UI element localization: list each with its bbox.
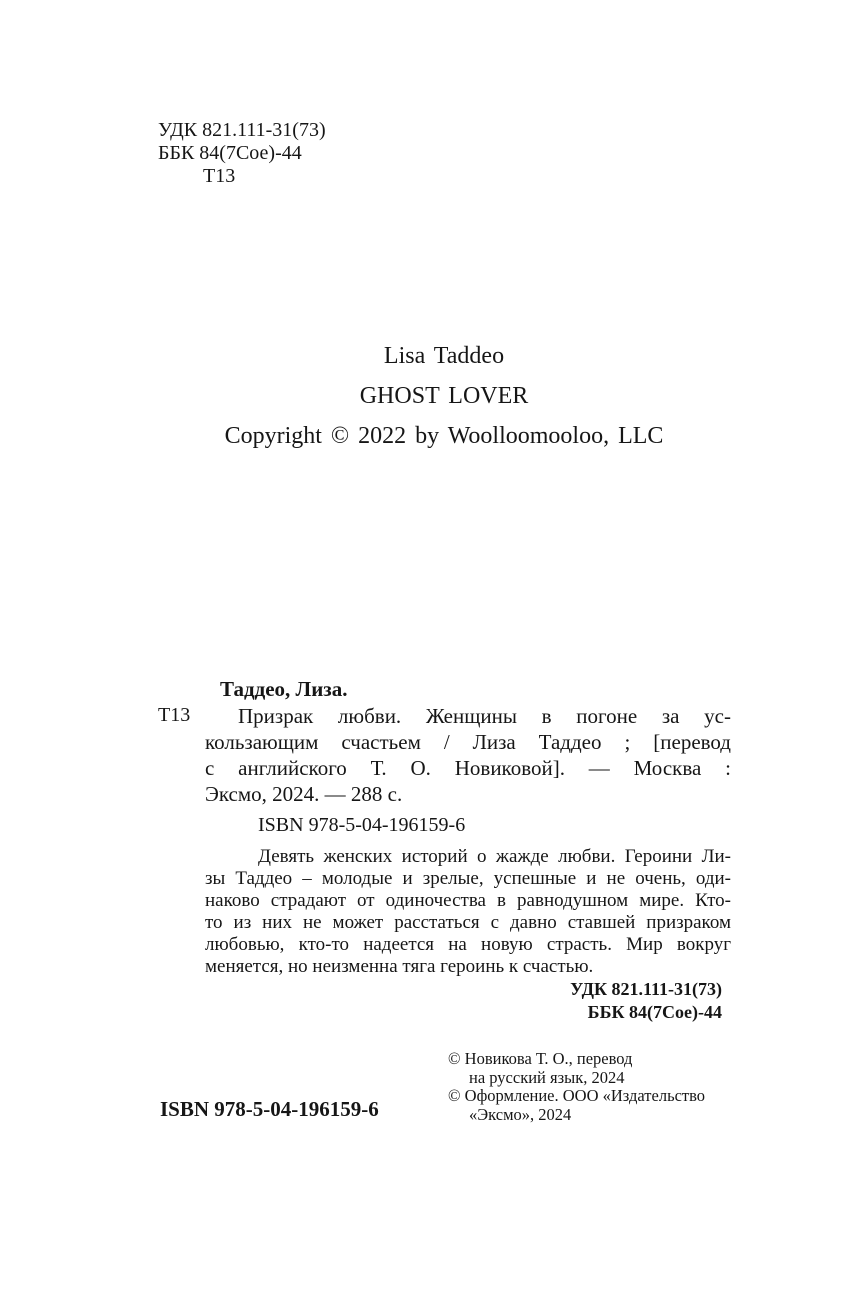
original-author: Lisa Taddeo — [383, 343, 505, 369]
annotation-line: любовью, кто-то надеется на новую страсть. Мир вокруг — [205, 934, 731, 955]
udk-line: УДК 821.111-31(73) — [158, 119, 326, 141]
bbk-line-bold: ББК 84(7Сое)-44 — [587, 1002, 722, 1022]
annotation-line: Девять женских историй о жажде любви. Героини Ли- — [258, 846, 731, 867]
catalog-card — [205, 675, 731, 807]
catalog-line: Призрак любви. Женщины в погоне за ус- — [238, 704, 731, 728]
original-title: GHOST LOVER — [359, 383, 529, 409]
annotation-line: меняется, но неизменна тяга героинь к счастью. — [205, 956, 594, 977]
annotation-paragraph — [205, 846, 731, 978]
catalog-isbn: ISBN 978-5-04-196159-6 — [258, 814, 466, 836]
classification-block — [570, 978, 722, 1024]
annotation-line: наково страдают от одиночества в равнодушном мире. Кто- — [205, 890, 731, 911]
annotation-line: зы Таддео – молодые и зрелые, успешные и не очень, оди- — [205, 868, 731, 889]
original-title-block — [155, 336, 733, 456]
bbk-line: ББК 84(7Сое)-44 — [158, 142, 302, 164]
copyright-credits — [448, 1050, 748, 1124]
catalog-line: с английского Т. О. Новиковой]. — Москва : — [205, 756, 731, 780]
credit-line: на русский язык, 2024 — [469, 1067, 625, 1087]
credit-line: © Оформление. ООО «Издательство — [448, 1086, 706, 1105]
catalog-author: Таддео, Лиза. — [220, 677, 348, 701]
original-copyright: Copyright © 2022 by Woolloomooloo, LLC — [224, 423, 664, 449]
udk-line-bold: УДК 821.111-31(73) — [570, 979, 722, 999]
catalog-line: кользающим счастьем / Лиза Таддео ; [перевод — [205, 730, 731, 754]
credit-line: «Эксмо», 2024 — [469, 1104, 572, 1124]
catalog-line: Эксмо, 2024. — 288 с. — [205, 782, 403, 806]
author-sign-code: Т13 — [203, 165, 236, 187]
catalog-code: Т13 — [158, 704, 191, 726]
annotation-line: то из них не может расстаться с давно ставшей призраком — [205, 912, 731, 933]
top-classification-block — [158, 119, 326, 188]
footer-isbn: ISBN 978-5-04-196159-6 — [160, 1097, 379, 1121]
credit-line: © Новикова Т. О., перевод — [448, 1049, 633, 1068]
